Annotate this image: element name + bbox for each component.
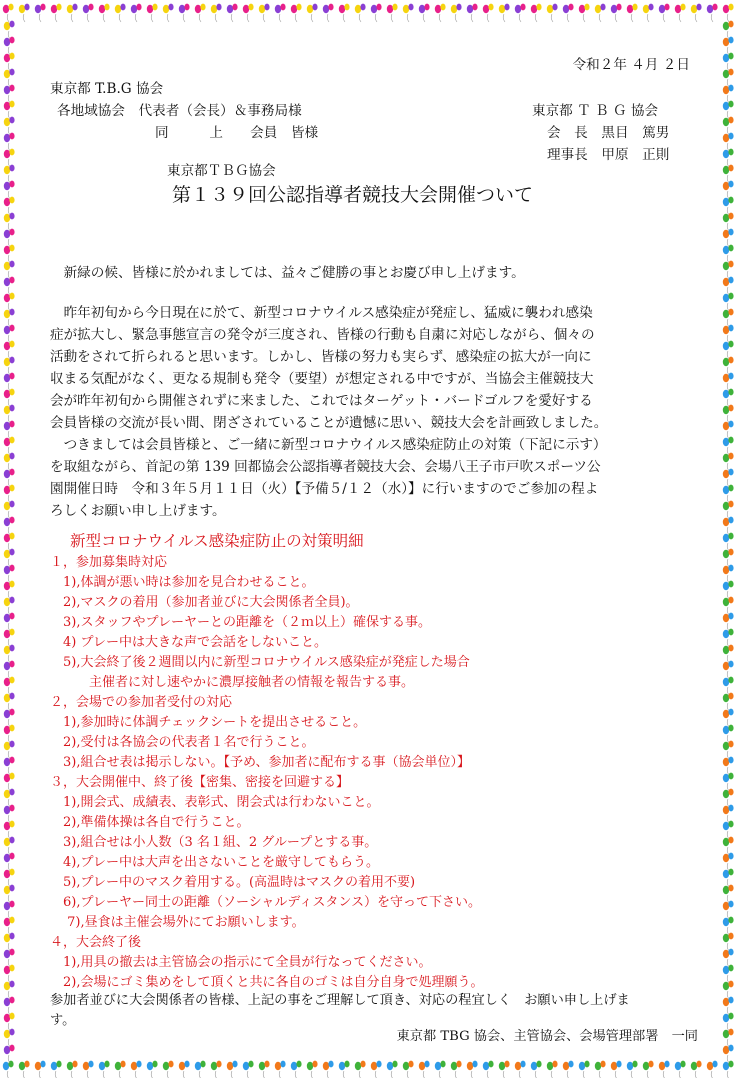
balloon-icon (179, 4, 190, 22)
balloon-icon (323, 1061, 334, 1078)
balloon-icon (211, 1061, 222, 1078)
balloon-icon (4, 1013, 15, 1031)
title-org: 東京都ＴＢＧ協会 (167, 163, 276, 179)
p1-line: 会員皆様の交流が長い間、閉ざされていることが遺憾に思い、競技大会を計画致しました。 (50, 415, 608, 431)
balloon-icon (675, 1061, 686, 1078)
balloon-icon (4, 677, 15, 695)
sender-org: 東京都 Ｔ Ｂ Ｇ 協会 (532, 103, 659, 119)
balloon-icon (467, 1061, 478, 1078)
balloon-icon (723, 709, 734, 727)
balloon-icon (723, 405, 734, 423)
balloon-icon (4, 37, 15, 55)
balloon-icon (4, 517, 15, 535)
balloon-icon (4, 869, 15, 887)
balloon-icon (4, 741, 15, 759)
balloon-icon (611, 4, 622, 22)
balloon-icon (723, 789, 734, 807)
balloon-icon (723, 69, 734, 87)
balloon-icon (4, 357, 15, 375)
balloon-icon (691, 1061, 702, 1078)
sender-chair: 会 長 黒目 篤男 (547, 125, 670, 141)
balloon-icon (723, 293, 734, 311)
balloon-icon (723, 661, 734, 679)
balloon-icon (4, 949, 15, 967)
balloon-icon (723, 581, 734, 599)
balloon-icon (179, 1061, 190, 1078)
balloon-icon (723, 421, 734, 439)
measure-line: １，参加募集時対応 (50, 555, 168, 570)
balloon-icon (723, 4, 734, 22)
balloon-icon (723, 949, 734, 967)
balloon-icon (723, 213, 734, 231)
recipient-org: 東京都 T.B.G 協会 (50, 81, 164, 97)
balloon-icon (691, 4, 702, 22)
balloon-icon (227, 1061, 238, 1078)
measure-line: 1),体調が悪い時は参加を見合わせること。 (50, 575, 315, 590)
measure-line: 主催者に対し速やかに濃厚接触者の情報を報告する事。 (50, 675, 415, 690)
balloon-icon (531, 4, 542, 22)
balloon-icon (4, 21, 15, 39)
balloon-icon (4, 117, 15, 135)
balloon-icon (147, 1061, 158, 1078)
balloon-icon (4, 53, 15, 71)
balloon-icon (4, 565, 15, 583)
balloon-icon (579, 4, 590, 22)
balloon-icon (355, 4, 366, 22)
balloon-icon (595, 4, 606, 22)
balloon-icon (723, 261, 734, 279)
balloon-icon (723, 565, 734, 583)
balloon-icon (723, 917, 734, 935)
balloon-icon (563, 4, 574, 22)
measure-line: 1),参加時に体調チェックシートを提出させること。 (50, 715, 367, 730)
balloon-icon (67, 1061, 78, 1078)
balloon-icon (387, 4, 398, 22)
balloon-icon (371, 1061, 382, 1078)
balloon-icon (4, 485, 15, 503)
balloon-icon (499, 4, 510, 22)
balloon-icon (163, 4, 174, 22)
measure-line: 5),大会終了後２週間以内に新型コロナウイルス感染症が発症した場合 (50, 655, 470, 670)
measure-line: 5),プレー中のマスク着用する。(高温時はマスクの着用不要) (50, 875, 416, 890)
balloon-icon (563, 1061, 574, 1078)
balloon-icon (723, 885, 734, 903)
closing-line-1: 参加者並びに大会関係者の皆様、上記の事をご理解して頂き、対応の程宜しく お願い申し上げま (50, 993, 630, 1008)
balloon-icon (211, 4, 222, 22)
balloon-icon (4, 789, 15, 807)
balloon-icon (83, 4, 94, 22)
balloon-icon (723, 757, 734, 775)
p2-line: 園開催日時 令和３年５月１１日（火）【予備５/１２（水）】に行いますのでご参加の程よ (50, 481, 599, 497)
sender-director: 理事長 甲原 正則 (547, 147, 670, 163)
balloon-icon (707, 1061, 718, 1078)
p1-line: 会が昨年初旬から開催されずに来ました、これではターゲット・バードゴルフを愛好する (50, 393, 593, 409)
measure-line: 2),会場にゴミ集めをして頂くと共に各自のゴミは自分自身で処理願う。 (50, 975, 484, 990)
balloon-icon (4, 405, 15, 423)
balloon-icon (35, 4, 46, 22)
balloon-icon (723, 165, 734, 183)
balloon-icon (195, 4, 206, 22)
balloon-icon (723, 197, 734, 215)
balloon-icon (4, 101, 15, 119)
balloon-icon (4, 629, 15, 647)
balloon-icon (435, 1061, 446, 1078)
measure-line: ４，大会終了後 (50, 935, 142, 950)
balloon-icon (723, 341, 734, 359)
balloon-icon (723, 1045, 734, 1063)
p1-line: 収まる気配がなく、更なる規制も発令（要望）が想定される中ですが、当協会主催競技大 (50, 371, 594, 387)
balloon-icon (131, 4, 142, 22)
balloon-icon (4, 325, 15, 343)
balloon-icon (4, 149, 15, 167)
balloon-icon (723, 485, 734, 503)
balloon-icon (723, 373, 734, 391)
balloon-icon (4, 661, 15, 679)
balloon-icon (483, 1061, 494, 1078)
balloon-icon (723, 997, 734, 1015)
balloon-icon (723, 117, 734, 135)
balloon-icon (723, 229, 734, 247)
balloon-icon (723, 357, 734, 375)
balloon-icon (723, 437, 734, 455)
balloon-icon (723, 677, 734, 695)
balloon-icon (547, 4, 558, 22)
balloon-icon (419, 1061, 430, 1078)
balloon-icon (243, 1061, 254, 1078)
balloon-icon (4, 853, 15, 871)
balloon-icon (627, 4, 638, 22)
balloon-icon (483, 4, 494, 22)
measure-line: 2),受付は各協会の代表者１名で行うこと。 (50, 735, 315, 750)
measure-line: 7),昼食は主催会場外にてお願いします。 (50, 915, 305, 930)
balloon-icon (723, 469, 734, 487)
balloon-icon (4, 213, 15, 231)
balloon-icon (723, 549, 734, 567)
balloon-icon (723, 741, 734, 759)
balloon-icon (4, 69, 15, 87)
balloon-icon (723, 597, 734, 615)
recipient-line-1: 各地域協会 代表者（会長）＆事務局様 (57, 103, 302, 119)
balloon-icon (275, 4, 286, 22)
balloon-icon (723, 901, 734, 919)
balloon-icon (4, 293, 15, 311)
balloon-icon (723, 1013, 734, 1031)
balloon-icon (723, 613, 734, 631)
balloon-icon (451, 1061, 462, 1078)
balloon-icon (4, 197, 15, 215)
balloon-icon (4, 245, 15, 263)
background-paragraph (50, 302, 695, 522)
balloon-icon (339, 1061, 350, 1078)
balloon-icon (723, 725, 734, 743)
balloon-icon (4, 309, 15, 327)
balloon-icon (67, 4, 78, 22)
p1-line: 昨年初旬から今日現在に於て、新型コロナウイルス感染症が発症し、猛威に襲われ感染 (63, 305, 593, 321)
balloon-icon (4, 421, 15, 439)
measure-line: ３，大会開催中、終了後【密集、密接を回避する】 (50, 775, 350, 790)
measure-line: 4),プレー中は大声を出さないことを厳守してもらう。 (50, 855, 379, 870)
balloon-icon (723, 517, 734, 535)
p2-line: つきましては会員皆様と、ご一緒に新型コロナウイルス感染症防止の対策（下記に示す） (63, 437, 607, 453)
balloon-icon (115, 1061, 126, 1078)
balloon-icon (4, 261, 15, 279)
balloon-icon (19, 1061, 30, 1078)
balloon-icon (243, 4, 254, 22)
balloon-icon (4, 165, 15, 183)
balloon-icon (19, 4, 30, 22)
measure-line: ２，会場での参加者受付の対応 (50, 695, 233, 710)
p2-line: ろしくお願い申し上げます。 (50, 503, 226, 519)
balloon-icon (4, 997, 15, 1015)
balloon-icon (4, 501, 15, 519)
balloon-icon (51, 4, 62, 22)
balloon-icon (131, 1061, 142, 1078)
balloon-icon (195, 1061, 206, 1078)
balloon-icon (3, 1061, 14, 1078)
closing-line-2: す。 (50, 1013, 76, 1028)
balloon-icon (723, 149, 734, 167)
balloon-icon (723, 773, 734, 791)
measures-heading: 新型コロナウイルス感染症防止の対策明細 (70, 532, 364, 550)
signature: 東京都 TBG 協会、主管協会、会場管理部署 一同 (396, 1029, 698, 1044)
balloon-icon (227, 4, 238, 22)
balloon-icon (4, 837, 15, 855)
balloon-icon (723, 1061, 734, 1078)
balloon-icon (435, 4, 446, 22)
balloon-icon (723, 981, 734, 999)
balloon-icon (723, 277, 734, 295)
balloon-icon (307, 4, 318, 22)
balloon-icon (723, 853, 734, 871)
measure-line: 6),プレーヤー同士の距離（ソーシャルディスタンス）を守って下さい。 (50, 895, 482, 910)
balloon-icon (723, 837, 734, 855)
page-title: 第１３９回公認指導者競技大会開催ついて (172, 184, 534, 206)
balloon-icon (723, 181, 734, 199)
balloon-icon (723, 645, 734, 663)
balloon-icon (4, 773, 15, 791)
balloon-icon (723, 309, 734, 327)
balloon-icon (723, 53, 734, 71)
balloon-icon (723, 37, 734, 55)
measure-line: 1),開会式、成績表、表彰式、閉会式は行わないこと。 (50, 795, 380, 810)
balloon-icon (83, 1061, 94, 1078)
balloon-icon (51, 1061, 62, 1078)
balloon-icon (675, 4, 686, 22)
balloon-icon (4, 85, 15, 103)
balloon-icon (4, 917, 15, 935)
balloon-icon (323, 4, 334, 22)
balloon-icon (723, 245, 734, 263)
notice-document (32, 40, 712, 1050)
balloon-icon (4, 885, 15, 903)
balloon-icon (4, 597, 15, 615)
balloon-icon (387, 1061, 398, 1078)
balloon-icon (4, 725, 15, 743)
balloon-icon (723, 85, 734, 103)
balloon-icon (723, 389, 734, 407)
balloon-icon (515, 1061, 526, 1078)
balloon-icon (723, 933, 734, 951)
balloon-icon (723, 453, 734, 471)
balloon-icon (35, 1061, 46, 1078)
balloon-icon (579, 1061, 590, 1078)
balloon-icon (451, 4, 462, 22)
balloon-icon (419, 4, 430, 22)
balloon-icon (627, 1061, 638, 1078)
balloon-icon (723, 869, 734, 887)
balloon-icon (147, 4, 158, 22)
balloon-icon (723, 21, 734, 39)
balloon-icon (403, 1061, 414, 1078)
balloon-icon (659, 4, 670, 22)
balloon-icon (163, 1061, 174, 1078)
balloon-icon (4, 821, 15, 839)
balloon-icon (547, 1061, 558, 1078)
recipient-line-2: 同 上 会員 皆様 (155, 125, 319, 141)
balloon-icon (4, 933, 15, 951)
measure-line: 3),スタッフやプレーヤーとの距離を（２ｍ以上）確保する事。 (50, 615, 431, 630)
balloon-icon (4, 469, 15, 487)
balloon-icon (723, 629, 734, 647)
balloon-icon (355, 1061, 366, 1078)
balloon-icon (4, 901, 15, 919)
p1-line: 症が拡大し、緊急事態宣言の発令が三度され、皆様の行動も自粛に対応しながら、個々の (50, 327, 595, 343)
balloon-icon (339, 4, 350, 22)
issue-date: 令和２年 ４月 ２日 (572, 57, 690, 73)
balloon-icon (723, 1029, 734, 1047)
balloon-icon (4, 1045, 15, 1063)
measure-line: 4) プレー中は大きな声で会話をしないこと。 (50, 635, 327, 650)
balloon-icon (4, 181, 15, 199)
balloon-icon (467, 4, 478, 22)
balloon-icon (515, 4, 526, 22)
balloon-icon (611, 1061, 622, 1078)
balloon-icon (4, 645, 15, 663)
measure-line: 3),組合せは小人数（3 名１組、2 グループとする事。 (50, 835, 378, 850)
p2-line: を取組ながら、首記の第 139 回都協会公認指導者競技大会、会場八王子市戸吹スポーツ公 (50, 459, 601, 475)
balloon-icon (4, 757, 15, 775)
balloon-icon (723, 805, 734, 823)
balloon-icon (643, 1061, 654, 1078)
balloon-icon (291, 1061, 302, 1078)
balloon-icon (723, 325, 734, 343)
balloon-icon (4, 453, 15, 471)
balloon-icon (371, 4, 382, 22)
balloon-icon (4, 613, 15, 631)
balloon-icon (4, 229, 15, 247)
balloon-icon (595, 1061, 606, 1078)
balloon-icon (4, 133, 15, 151)
balloon-icon (707, 4, 718, 22)
balloon-icon (4, 549, 15, 567)
balloon-icon (4, 805, 15, 823)
balloon-icon (307, 1061, 318, 1078)
balloon-icon (4, 373, 15, 391)
balloon-icon (643, 4, 654, 22)
balloon-icon (99, 1061, 110, 1078)
balloon-icon (659, 1061, 670, 1078)
balloon-icon (4, 981, 15, 999)
balloon-icon (723, 821, 734, 839)
balloon-icon (259, 4, 270, 22)
balloon-icon (4, 693, 15, 711)
greeting-paragraph (50, 262, 695, 284)
balloon-icon (275, 1061, 286, 1078)
measure-line: 1),用具の撤去は主管協会の指示にて全員が行なってください。 (50, 955, 432, 970)
balloon-icon (723, 533, 734, 551)
balloon-icon (4, 1029, 15, 1047)
balloon-icon (723, 133, 734, 151)
p1-line: 活動をされて折られると思います。しかし、皆様の努力も実らず、感染症の拡大が一向に (50, 349, 592, 365)
balloon-icon (403, 4, 414, 22)
balloon-icon (723, 693, 734, 711)
balloon-icon (4, 581, 15, 599)
balloon-icon (115, 4, 126, 22)
balloon-icon (4, 533, 15, 551)
balloon-icon (3, 4, 14, 22)
balloon-icon (531, 1061, 542, 1078)
measure-line: 2),マスクの着用（参加者並びに大会関係者全員)。 (50, 595, 359, 610)
greeting-text: 新緑の候、皆様に於かれましては、益々ご健勝の事とお慶び申し上げます。 (63, 265, 525, 281)
balloon-icon (4, 341, 15, 359)
balloon-icon (723, 965, 734, 983)
balloon-icon (4, 709, 15, 727)
balloon-icon (4, 277, 15, 295)
balloon-icon (499, 1061, 510, 1078)
balloon-icon (4, 389, 15, 407)
balloon-icon (4, 965, 15, 983)
balloon-icon (291, 4, 302, 22)
balloon-icon (259, 1061, 270, 1078)
balloon-icon (4, 437, 15, 455)
balloon-icon (723, 501, 734, 519)
measure-line: 3),組合せ表は掲示しない。【予め、参加者に配布する事（協会単位）】 (50, 755, 470, 770)
measure-line: 2),準備体操は各自で行うこと。 (50, 815, 250, 830)
balloon-icon (99, 4, 110, 22)
balloon-icon (723, 101, 734, 119)
